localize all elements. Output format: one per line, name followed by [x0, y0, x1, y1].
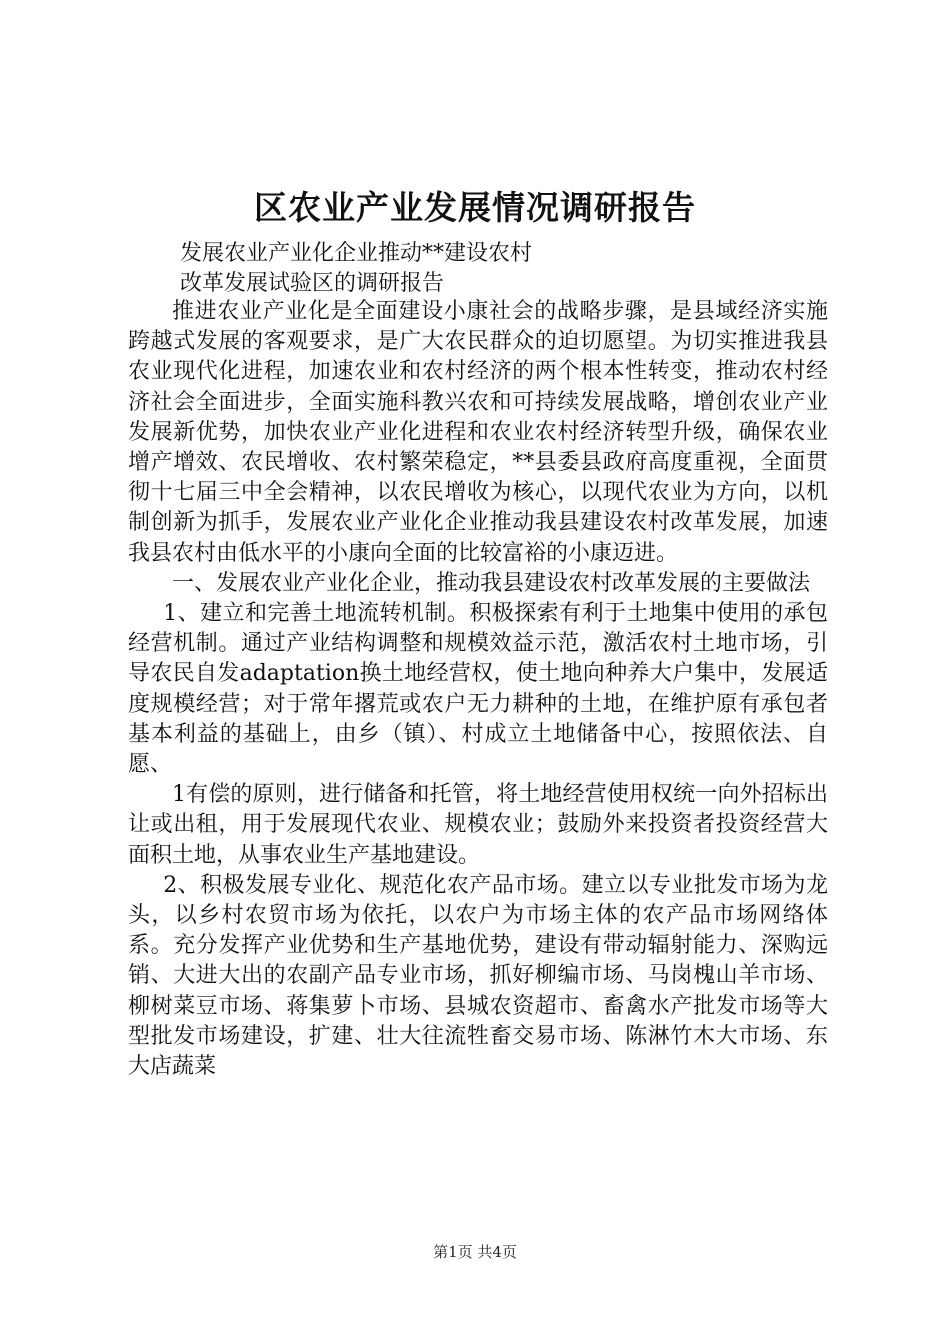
document-body — [128, 297, 828, 1082]
section-heading-1: 一、发展农业产业化企业，推动我县建设农村改革发展的主要做法 — [172, 570, 811, 596]
paragraph-item-1-continued: 1有偿的原则，进行储备和托管，将土地经营使用权统一向外招标出让或出租，用于发展现代农业、规模农业；鼓励外来投资者投资经营大面积土地，从事农业生产基地建设。 — [128, 782, 828, 868]
page-number-footer: 第1页 共4页 — [433, 1243, 517, 1261]
subtitle-line-1: 发展农业产业化企业推动**建设农村 — [180, 241, 533, 266]
paragraph-item-1: 1、建立和完善土地流转机制。积极探索有利于土地集中使用的承包经营机制。通过产业结构调整和规模效益示范，激活农村土地市场，引导农民自发adaptation换土地经营权，使土地向种养大户集中，发展适度规模经营；对于常年撂荒或农户无力耕种的土地，在维护原有承包者基本利益的基础上，由乡（镇）、村成立土地储备中心，按照依法、自愿、 — [128, 601, 828, 778]
document-title: 区农业产业发展情况调研报告 — [254, 188, 696, 227]
paragraph-intro: 推进农业产业化是全面建设小康社会的战略步骤，是县域经济实施跨越式发展的客观要求，是广大农民群众的迫切愿望。为切实推进我县农业现代化进程，加速农业和农村经济的两个根本性转变，推动农村经济社会全面进步，全面实施科教兴农和可持续发展战略，增创农业产业发展新优势，加快农业产业化进程和农业农村经济转型升级，确保农业增产增效、农民增收、农村繁荣稳定，**县委县政府高度重视，全面贯彻十七届三中全会精神，以农民增收为核心，以现代农业为方向，以机制创新为抓手，发展农业产业化企业推动我县建设农村改革发展，加速我县农村由低水平的小康向全面的比较富裕的小康迈进。 — [128, 299, 828, 566]
subtitle-line-2: 改革发展试验区的调研报告 — [180, 271, 445, 296]
paragraph-item-2: 2、积极发展专业化、规范化农产品市场。建立以专业批发市场为龙头，以乡村农贸市场为依托，以农户为市场主体的农产品市场网络体系。充分发挥产业优势和生产基地优势，建设有带动辐射能力、深购远销、大进大出的农副产品专业市场，抓好柳编市场、马岗槐山羊市场、柳树菜豆市场、蒋集萝卜市场、县城农资超市、畜禽水产批发市场等大型批发市场建设，扩建、壮大往流牲畜交易市场、陈淋竹木大市场、东大店蔬菜 — [128, 872, 828, 1080]
